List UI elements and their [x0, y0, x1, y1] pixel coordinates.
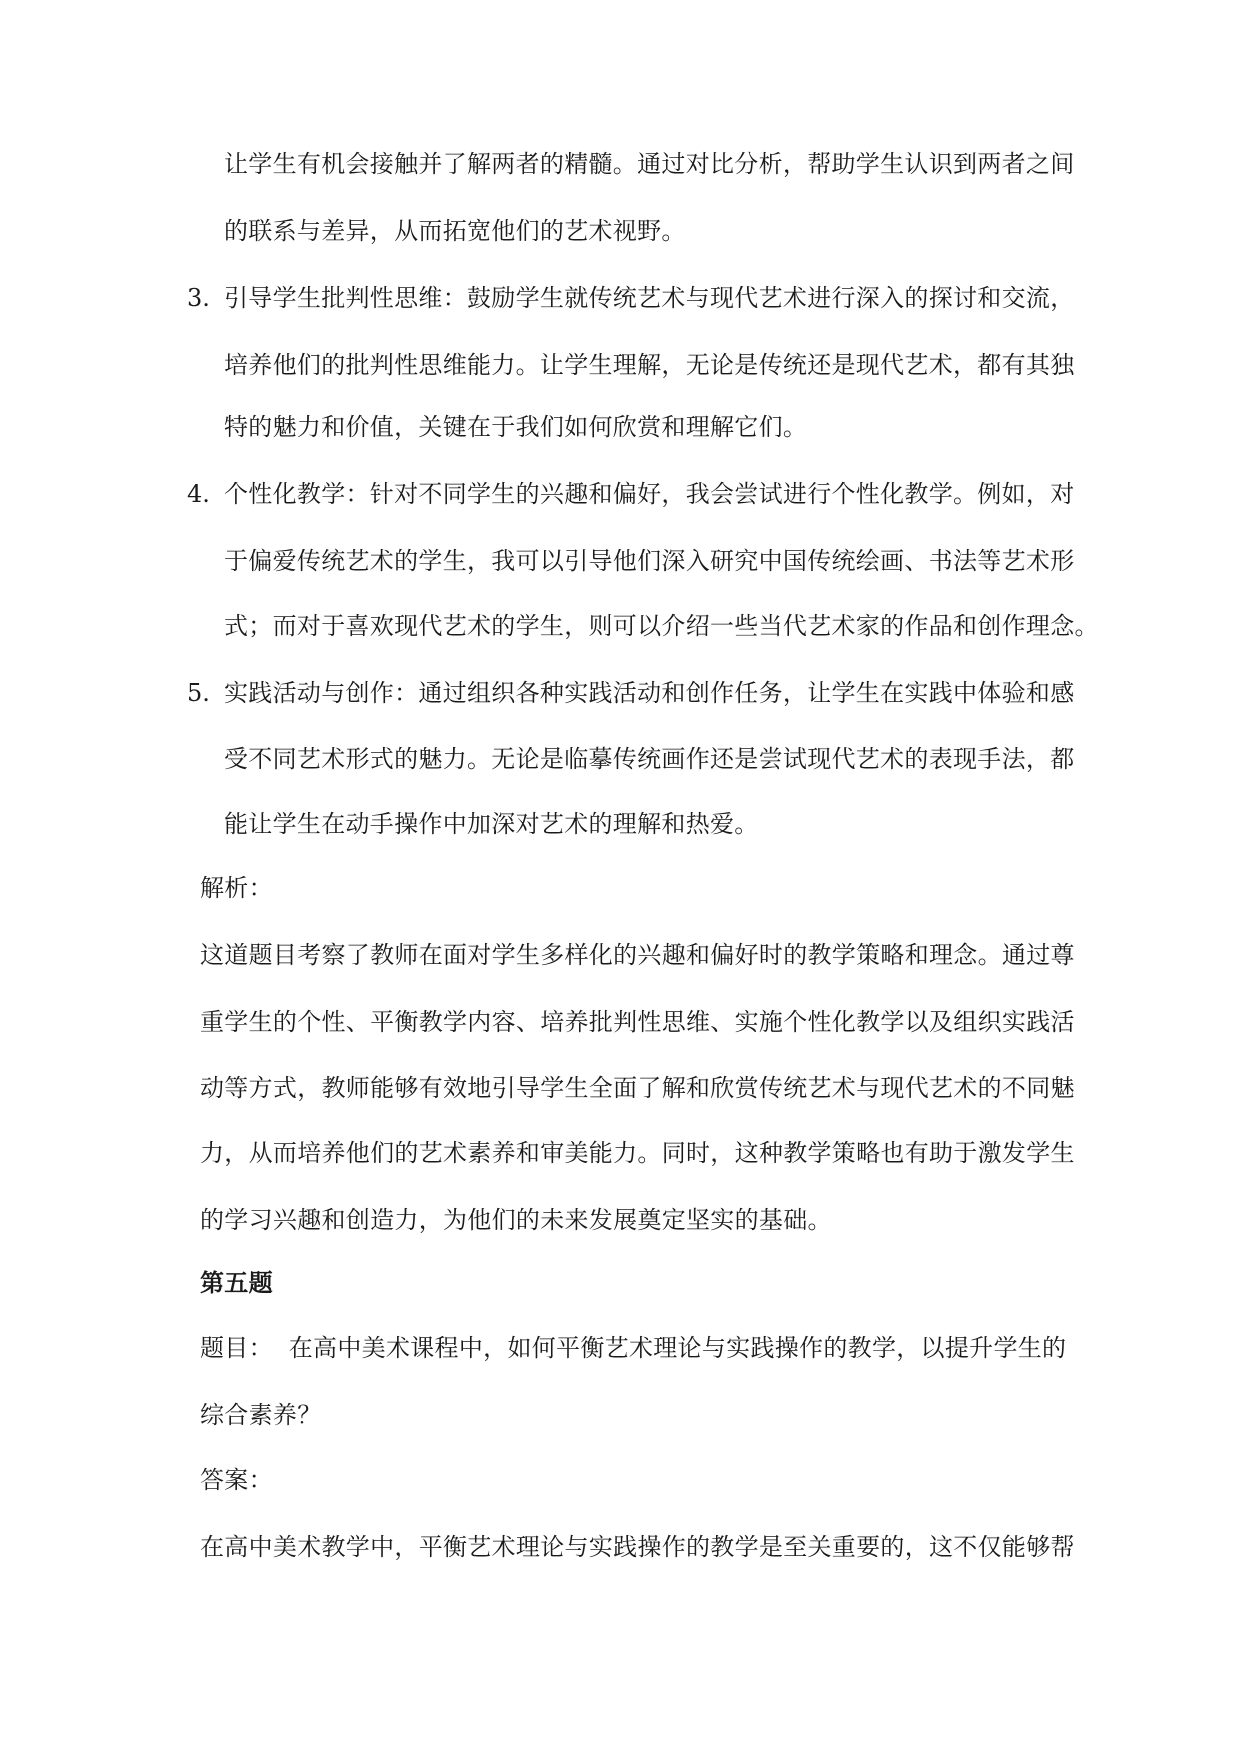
section-title: 第五题	[200, 1268, 273, 1297]
answer-line-1: 在高中美术教学中，平衡艺术理论与实践操作的教学是至关重要的，这不仅能够帮	[200, 1533, 1075, 1561]
item-4-number: 4.	[187, 480, 210, 508]
analysis-line-3: 动等方式，教师能够有效地引导学生全面了解和欣赏传统艺术与现代艺术的不同魅	[200, 1074, 1075, 1102]
item-3-number: 3.	[187, 284, 210, 312]
item-5-line-1: 实践活动与创作：通过组织各种实践活动和创作任务，让学生在实践中体验和感	[224, 679, 1075, 707]
analysis-line-5: 的学习兴趣和创造力，为他们的未来发展奠定坚实的基础。	[200, 1206, 832, 1234]
item-4-line-3: 式；而对于喜欢现代艺术的学生，则可以介绍一些当代艺术家的作品和创作理念。	[224, 612, 1099, 640]
item-5-number: 5.	[187, 679, 210, 707]
analysis-line-1: 这道题目考察了教师在面对学生多样化的兴趣和偏好时的教学策略和理念。通过尊	[200, 941, 1075, 969]
question-line-2: 综合素养？	[200, 1401, 322, 1429]
item-5-line-3: 能让学生在动手操作中加深对艺术的理解和热爱。	[224, 810, 759, 838]
item-3-line-2: 培养他们的批判性思维能力。让学生理解，无论是传统还是现代艺术，都有其独	[224, 351, 1075, 379]
continuation-line-1: 让学生有机会接触并了解两者的精髓。通过对比分析，帮助学生认识到两者之间	[224, 150, 1075, 178]
item-3-line-3: 特的魅力和价值，关键在于我们如何欣赏和理解它们。	[224, 413, 808, 441]
analysis-line-2: 重学生的个性、平衡教学内容、培养批判性思维、实施个性化教学以及组织实践活	[200, 1008, 1075, 1036]
item-4-line-1: 个性化教学：针对不同学生的兴趣和偏好，我会尝试进行个性化教学。例如，对	[224, 480, 1075, 508]
analysis-line-4: 力，从而培养他们的艺术素养和审美能力。同时，这种教学策略也有助于激发学生	[200, 1139, 1075, 1167]
item-4-line-2: 于偏爱传统艺术的学生，我可以引导他们深入研究中国传统绘画、书法等艺术形	[224, 547, 1075, 575]
continuation-line-2: 的联系与差异，从而拓宽他们的艺术视野。	[224, 217, 686, 245]
item-3-line-1: 引导学生批判性思维：鼓励学生就传统艺术与现代艺术进行深入的探讨和交流，	[224, 284, 1075, 312]
item-5-line-2: 受不同艺术形式的魅力。无论是临摹传统画作还是尝试现代艺术的表现手法，都	[224, 745, 1075, 773]
analysis-label: 解析：	[200, 874, 273, 902]
question-line-1: 题目： 在高中美术课程中，如何平衡艺术理论与实践操作的教学，以提升学生的	[200, 1334, 1067, 1362]
answer-label: 答案：	[200, 1466, 273, 1494]
